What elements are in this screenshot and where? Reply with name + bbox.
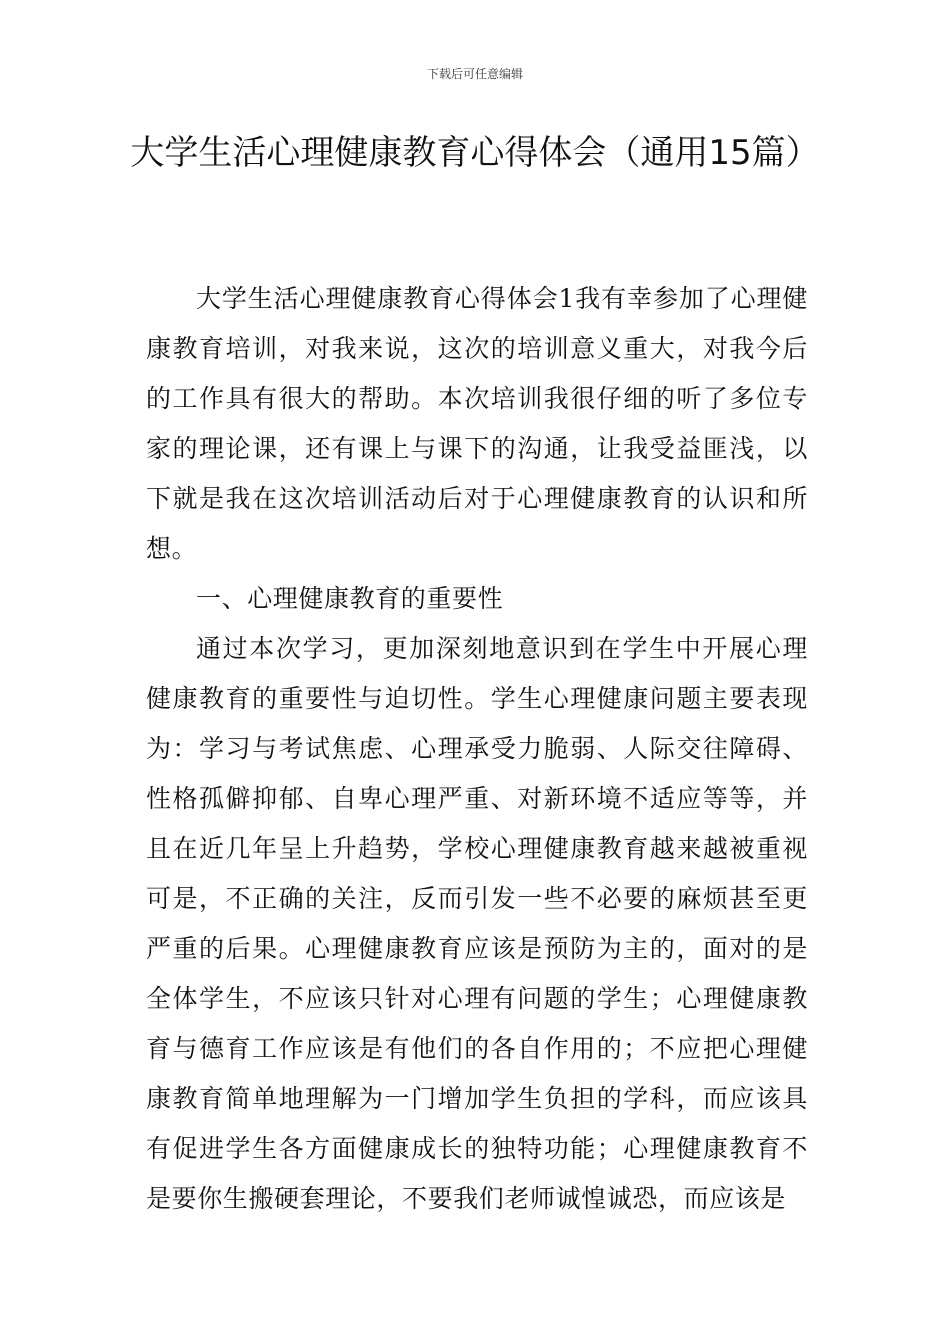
paragraph-importance: 通过本次学习，更加深刻地意识到在学生中开展心理健康教育的重要性与迫切性。学生心理健康问题主要表现为：学习与考试焦虑、心理承受力脆弱、人际交往障碍、性格孤僻抑郁、自卑心理严重、对新环境不适应等等，并且在近几年呈上升趋势，学校心理健康教育越来越被重视可是，不正确的关注，反而引发一些不必要的麻烦甚至更严重的后果。心理健康教育应该是预防为主的，面对的是全体学生，不应该只针对心理有问题的学生；心理健康教育与德育工作应该是有他们的各自作用的；不应把心理健康教育简单地理解为一门增加学生负担的学科，而应该具有促进学生各方面健康成长的独特功能；心理健康教育不是要你生搬硬套理论，不要我们老师诚惶诚恐，而应该是 — [146, 634, 808, 1213]
paragraph-intro: 大学生活心理健康教育心得体会1我有幸参加了心理健康教育培训，对我来说，这次的培训意义重大，对我今后的工作具有很大的帮助。本次培训我很仔细的听了多位专家的理论课，还有课上与课下的沟通，让我受益匪浅，以下就是我在这次培训活动后对于心理健康教育的认识和所想。 — [146, 284, 808, 563]
document-body — [146, 274, 808, 1224]
document-title: 大学生活心理健康教育心得体会（通用15篇） — [130, 133, 820, 173]
header-note: 下载后可任意编辑 — [426, 67, 523, 81]
section-heading-importance: 一、心理健康教育的重要性 — [196, 584, 504, 613]
